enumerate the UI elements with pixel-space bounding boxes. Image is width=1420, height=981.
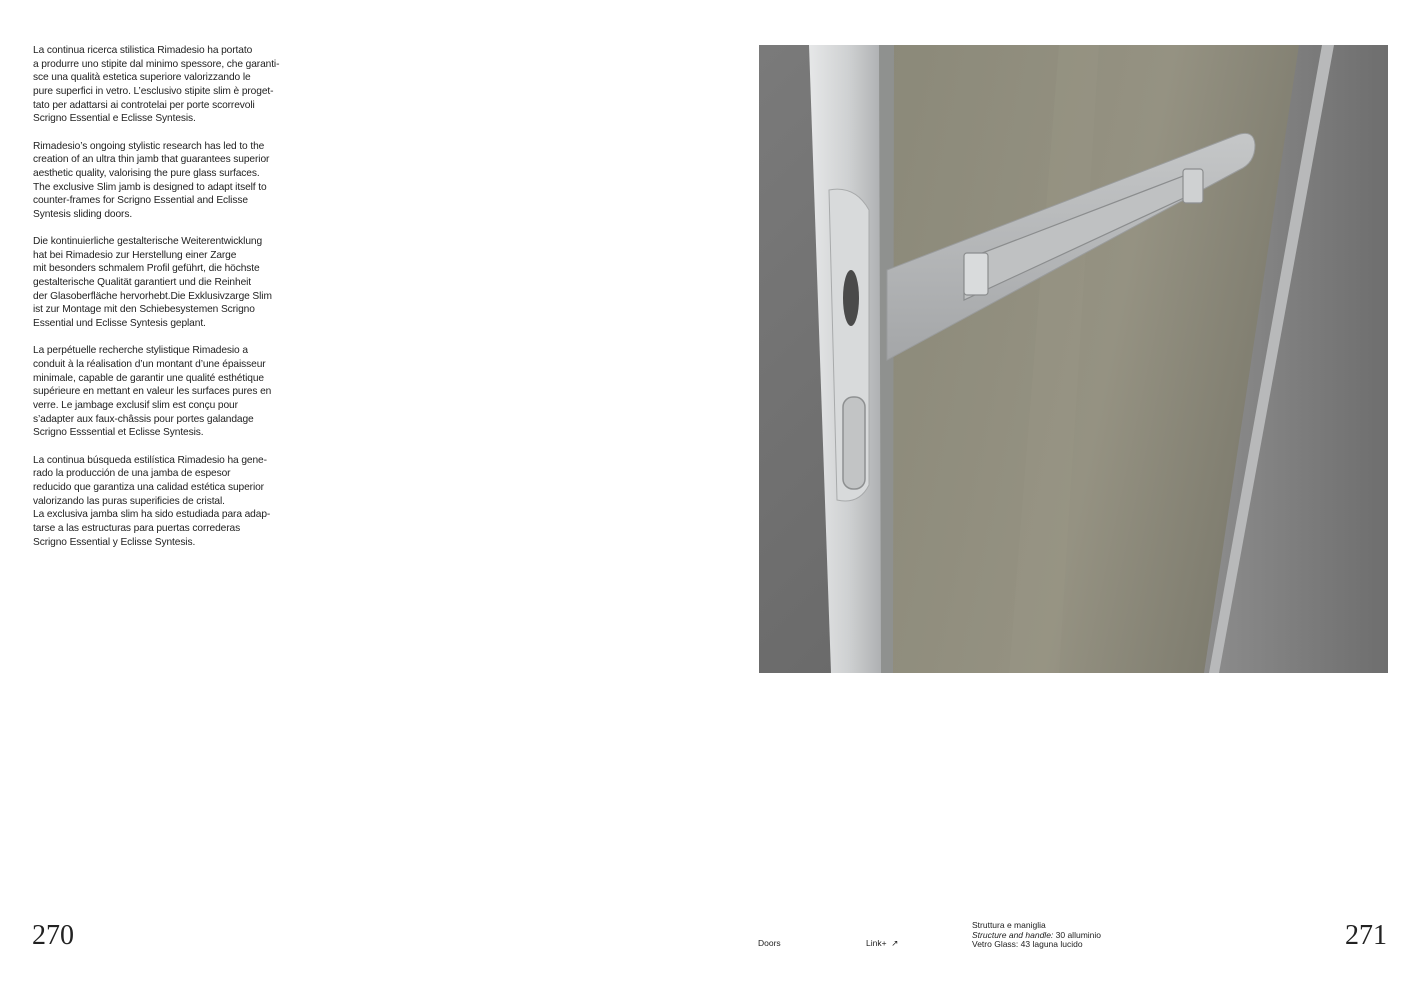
- spec-line-1: Struttura e maniglia: [972, 920, 1046, 930]
- footer-link[interactable]: [866, 939, 898, 949]
- page-number-right: 271: [1345, 920, 1387, 951]
- paragraph-italian: La continua ricerca stilistica Rimadesio ha portato a produrre uno stipite dal minimo spessore, che garanti- sce una qualità estetica superiore valorizzando le pure superfici in vetro. L’esclusivo stipite slim è proget- tato per adattarsi ai controtelai per porte scorrevoli Scrigno Essential e Eclisse Syntesis.: [33, 45, 280, 125]
- paragraph-spanish: La continua búsqueda estilística Rimadesio ha gene- rado la producción de una jamba de espesor reducido que garantiza una calidad estética superior valorizando las puras superificies de cristal. La exclusiva jamba slim ha sido estudiada para adap- tarse a las estructuras para puertas correderas Scrigno Essential y Eclisse Syntesis.: [33, 454, 271, 548]
- page-number-left: 270: [32, 920, 74, 951]
- door-handle-illustration: [759, 45, 1388, 673]
- paragraph-german: Die kontinuierliche gestalterische Weiterentwicklung hat bei Rimadesio zur Herstellung einer Zarge mit besonders schmalem Profil geführt, die höchste gestalterische Qualität garantiert und die Reinheit der Glasoberfläche hervorhebt.Die Exklusivzarge Slim ist zur Montage mit den Schiebesystemen Scrigno Essential und Eclisse Syntesis geplant.: [33, 236, 272, 330]
- latch-recess: [843, 397, 865, 489]
- paragraph-english: Rimadesio’s ongoing stylistic research has led to the creation of an ultra thin jamb that guarantees superior aesthetic quality, valorising the pure glass surfaces. The exclusive Slim jamb is designed to adapt itself to counter-frames for Scrigno Essential and Eclisse Syntesis sliding doors.: [33, 140, 270, 220]
- paragraph-french: La perpétuelle recherche stylistique Rimadesio a conduit à la réalisation d’un montant d’une épaisseur minimale, capable de garantir une qualité esthétique supérieure en mettant en valeur les surfaces pures en verre. Le jambage exclusif slim est conçu pour s’adapter aux faux-châssis pour portes galandage Scrigno Esssential et Eclisse Syntesis.: [33, 345, 272, 439]
- spec-line-3: [972, 940, 1101, 950]
- spec-line-2-value: 30 alluminio: [1053, 929, 1102, 940]
- door-handle-photo: [759, 45, 1388, 673]
- handle-grip-right: [1183, 169, 1203, 203]
- footer-section-label: Doors: [758, 938, 781, 948]
- handle-grip-left: [964, 253, 988, 295]
- lock-hole: [843, 270, 859, 326]
- arrow-up-right-icon: ↗: [888, 938, 899, 948]
- footer-link-label: Link+: [866, 938, 887, 948]
- spec-line-2-label: Structure and handle:: [972, 929, 1054, 940]
- product-spec: [972, 921, 1101, 950]
- spec-line-3-value: 43 laguna lucido: [1018, 939, 1083, 949]
- spec-line-3-label: Vetro Glass:: [972, 939, 1019, 949]
- body-text-column: [33, 44, 283, 563]
